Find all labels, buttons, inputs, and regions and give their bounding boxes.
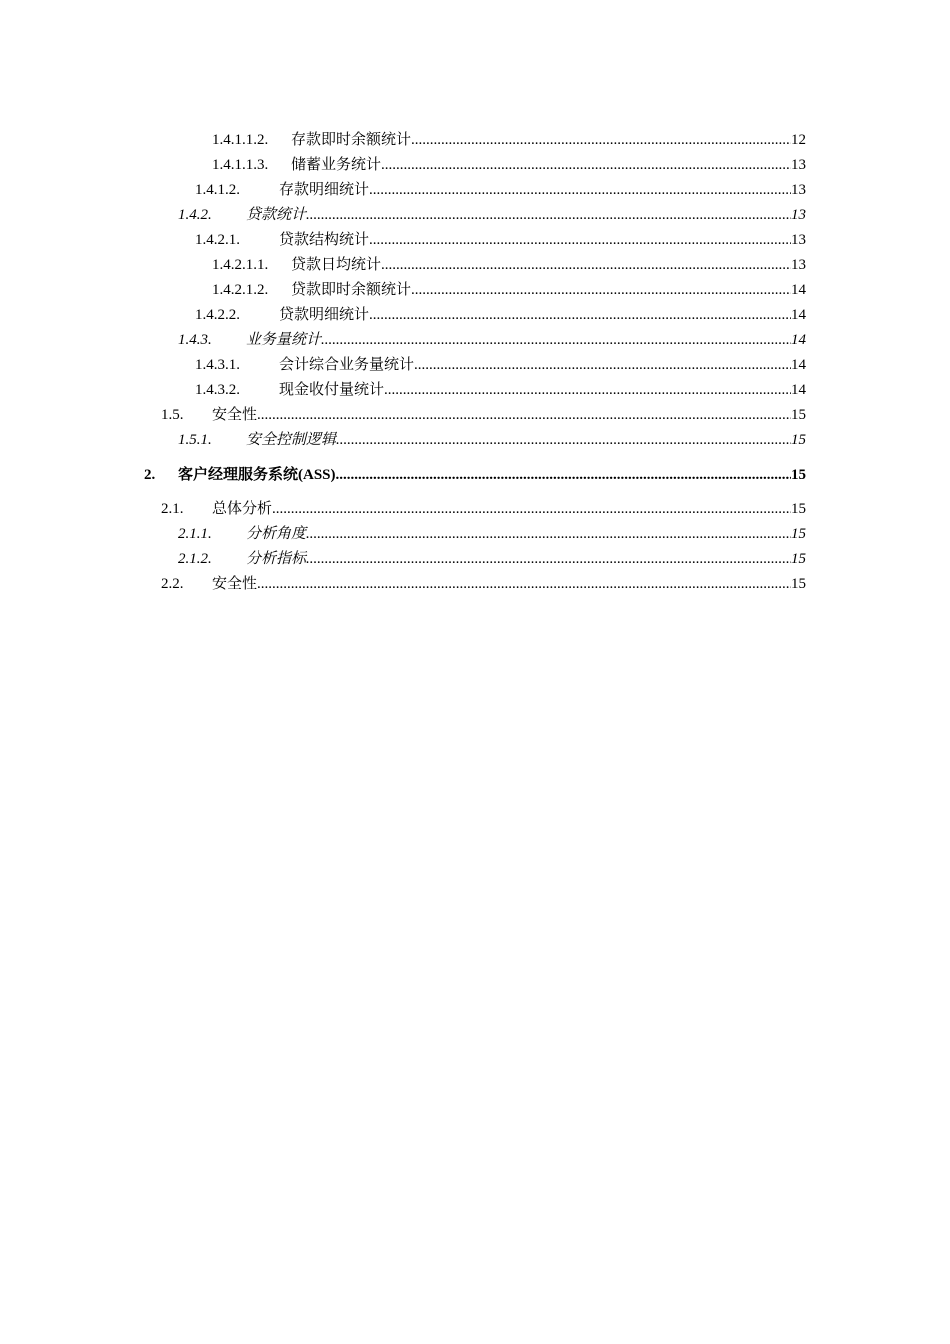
toc-page-number: 15 [791,467,806,483]
toc-entry-title: 分析指标 [246,551,307,567]
toc-page-number: 13 [791,232,806,248]
toc-entry-title: 总体分析 [212,501,273,517]
toc-entry-title: 存款即时余额统计 [291,132,412,148]
toc-dot-leader [381,156,791,174]
toc-entry[interactable] [0,349,806,374]
toc-entry-number: 2.2. [161,576,184,592]
toc-page-number: 14 [791,357,806,373]
toc-entry-title: 存款明细统计 [279,182,370,198]
toc-dot-leader [414,356,791,374]
toc-entry[interactable] [0,299,806,324]
toc-entry[interactable] [0,199,806,224]
toc-entry-title: 分析角度 [246,526,307,542]
toc-page-number: 15 [791,501,806,517]
toc-dot-leader [411,281,791,299]
toc-entry-title: 安全控制逻辑 [246,432,337,448]
toc-dot-leader [272,500,791,518]
toc-dot-leader [411,131,791,149]
toc-entry-title: 会计综合业务量统计 [279,357,415,373]
toc-entry-number: 1.5. [161,407,184,423]
toc-entry-title: 现金收付量统计 [279,382,385,398]
toc-page-number: 15 [791,432,806,448]
toc-entry[interactable] [0,249,806,274]
toc-entry[interactable] [0,543,806,568]
toc-dot-leader [321,331,791,349]
toc-entry[interactable] [0,124,806,149]
toc-entry-number: 2.1.1. [178,526,212,542]
toc-entry-title: 安全性 [212,407,258,423]
toc-dot-leader [369,181,791,199]
toc-dot-leader [257,575,791,593]
toc-entry[interactable] [0,424,806,449]
toc-dot-leader [336,431,791,449]
toc-entry-number: 1.4.2.1. [195,232,240,248]
toc-entry-number: 2.1.2. [178,551,212,567]
toc-page-number: 13 [791,157,806,173]
toc-page-number: 13 [791,182,806,198]
toc-page-number: 14 [791,382,806,398]
toc-dot-leader [369,231,791,249]
toc-page-number: 13 [791,207,806,223]
toc-entry-title: 安全性 [212,576,258,592]
toc-entry[interactable] [0,149,806,174]
toc-entry-number: 1.4.2.1.2. [212,282,269,298]
toc-entry-number: 1.5.1. [178,432,212,448]
toc-entry-title: 贷款统计 [246,207,307,223]
toc-entry-number: 1.4.1.1.2. [212,132,269,148]
toc-entry[interactable] [0,224,806,249]
toc-entry-title: 储蓄业务统计 [291,157,382,173]
toc-entry-number: 1.4.1.1.3. [212,157,269,173]
toc-entry[interactable] [0,174,806,199]
toc-entry-title: 贷款即时余额统计 [291,282,412,298]
toc-dot-leader [336,466,791,484]
toc-entry-title: 业务量统计 [246,332,322,348]
toc-entry-number: 1.4.3. [178,332,212,348]
toc-entry-number: 1.4.3.2. [195,382,240,398]
toc-dot-leader [306,550,791,568]
toc-page-number: 12 [791,132,806,148]
toc-entry-title: 客户经理服务系统(ASS) [178,467,336,483]
toc-entry-number: 2. [144,467,156,483]
toc-page-number: 15 [791,407,806,423]
toc-dot-leader [384,381,791,399]
toc-page-number: 14 [791,282,806,298]
toc-entry-number: 1.4.1.2. [195,182,240,198]
toc-entry-number: 1.4.2.1.1. [212,257,269,273]
toc-dot-leader [306,525,791,543]
toc-entry-number: 1.4.2. [178,207,212,223]
toc-page-number: 14 [791,332,806,348]
toc-entry[interactable] [0,274,806,299]
toc-entry-title: 贷款明细统计 [279,307,370,323]
toc-entry[interactable] [0,493,806,518]
toc-entry[interactable] [0,374,806,399]
toc-page-number: 15 [791,551,806,567]
toc-entry[interactable] [0,518,806,543]
toc-dot-leader [369,306,791,324]
toc-entry[interactable] [0,399,806,424]
toc-page-number: 14 [791,307,806,323]
toc-entry-title: 贷款结构统计 [279,232,370,248]
toc-dot-leader [381,256,791,274]
table-of-contents [0,124,950,593]
toc-entry-number: 2.1. [161,501,184,517]
toc-dot-leader [257,406,791,424]
toc-entry-number: 1.4.3.1. [195,357,240,373]
toc-page-number: 13 [791,257,806,273]
toc-page-number: 15 [791,576,806,592]
toc-dot-leader [306,206,791,224]
toc-entry[interactable] [0,459,806,484]
toc-entry[interactable] [0,324,806,349]
toc-entry-title: 贷款日均统计 [291,257,382,273]
toc-entry[interactable] [0,568,806,593]
toc-page-number: 15 [791,526,806,542]
toc-entry-number: 1.4.2.2. [195,307,240,323]
